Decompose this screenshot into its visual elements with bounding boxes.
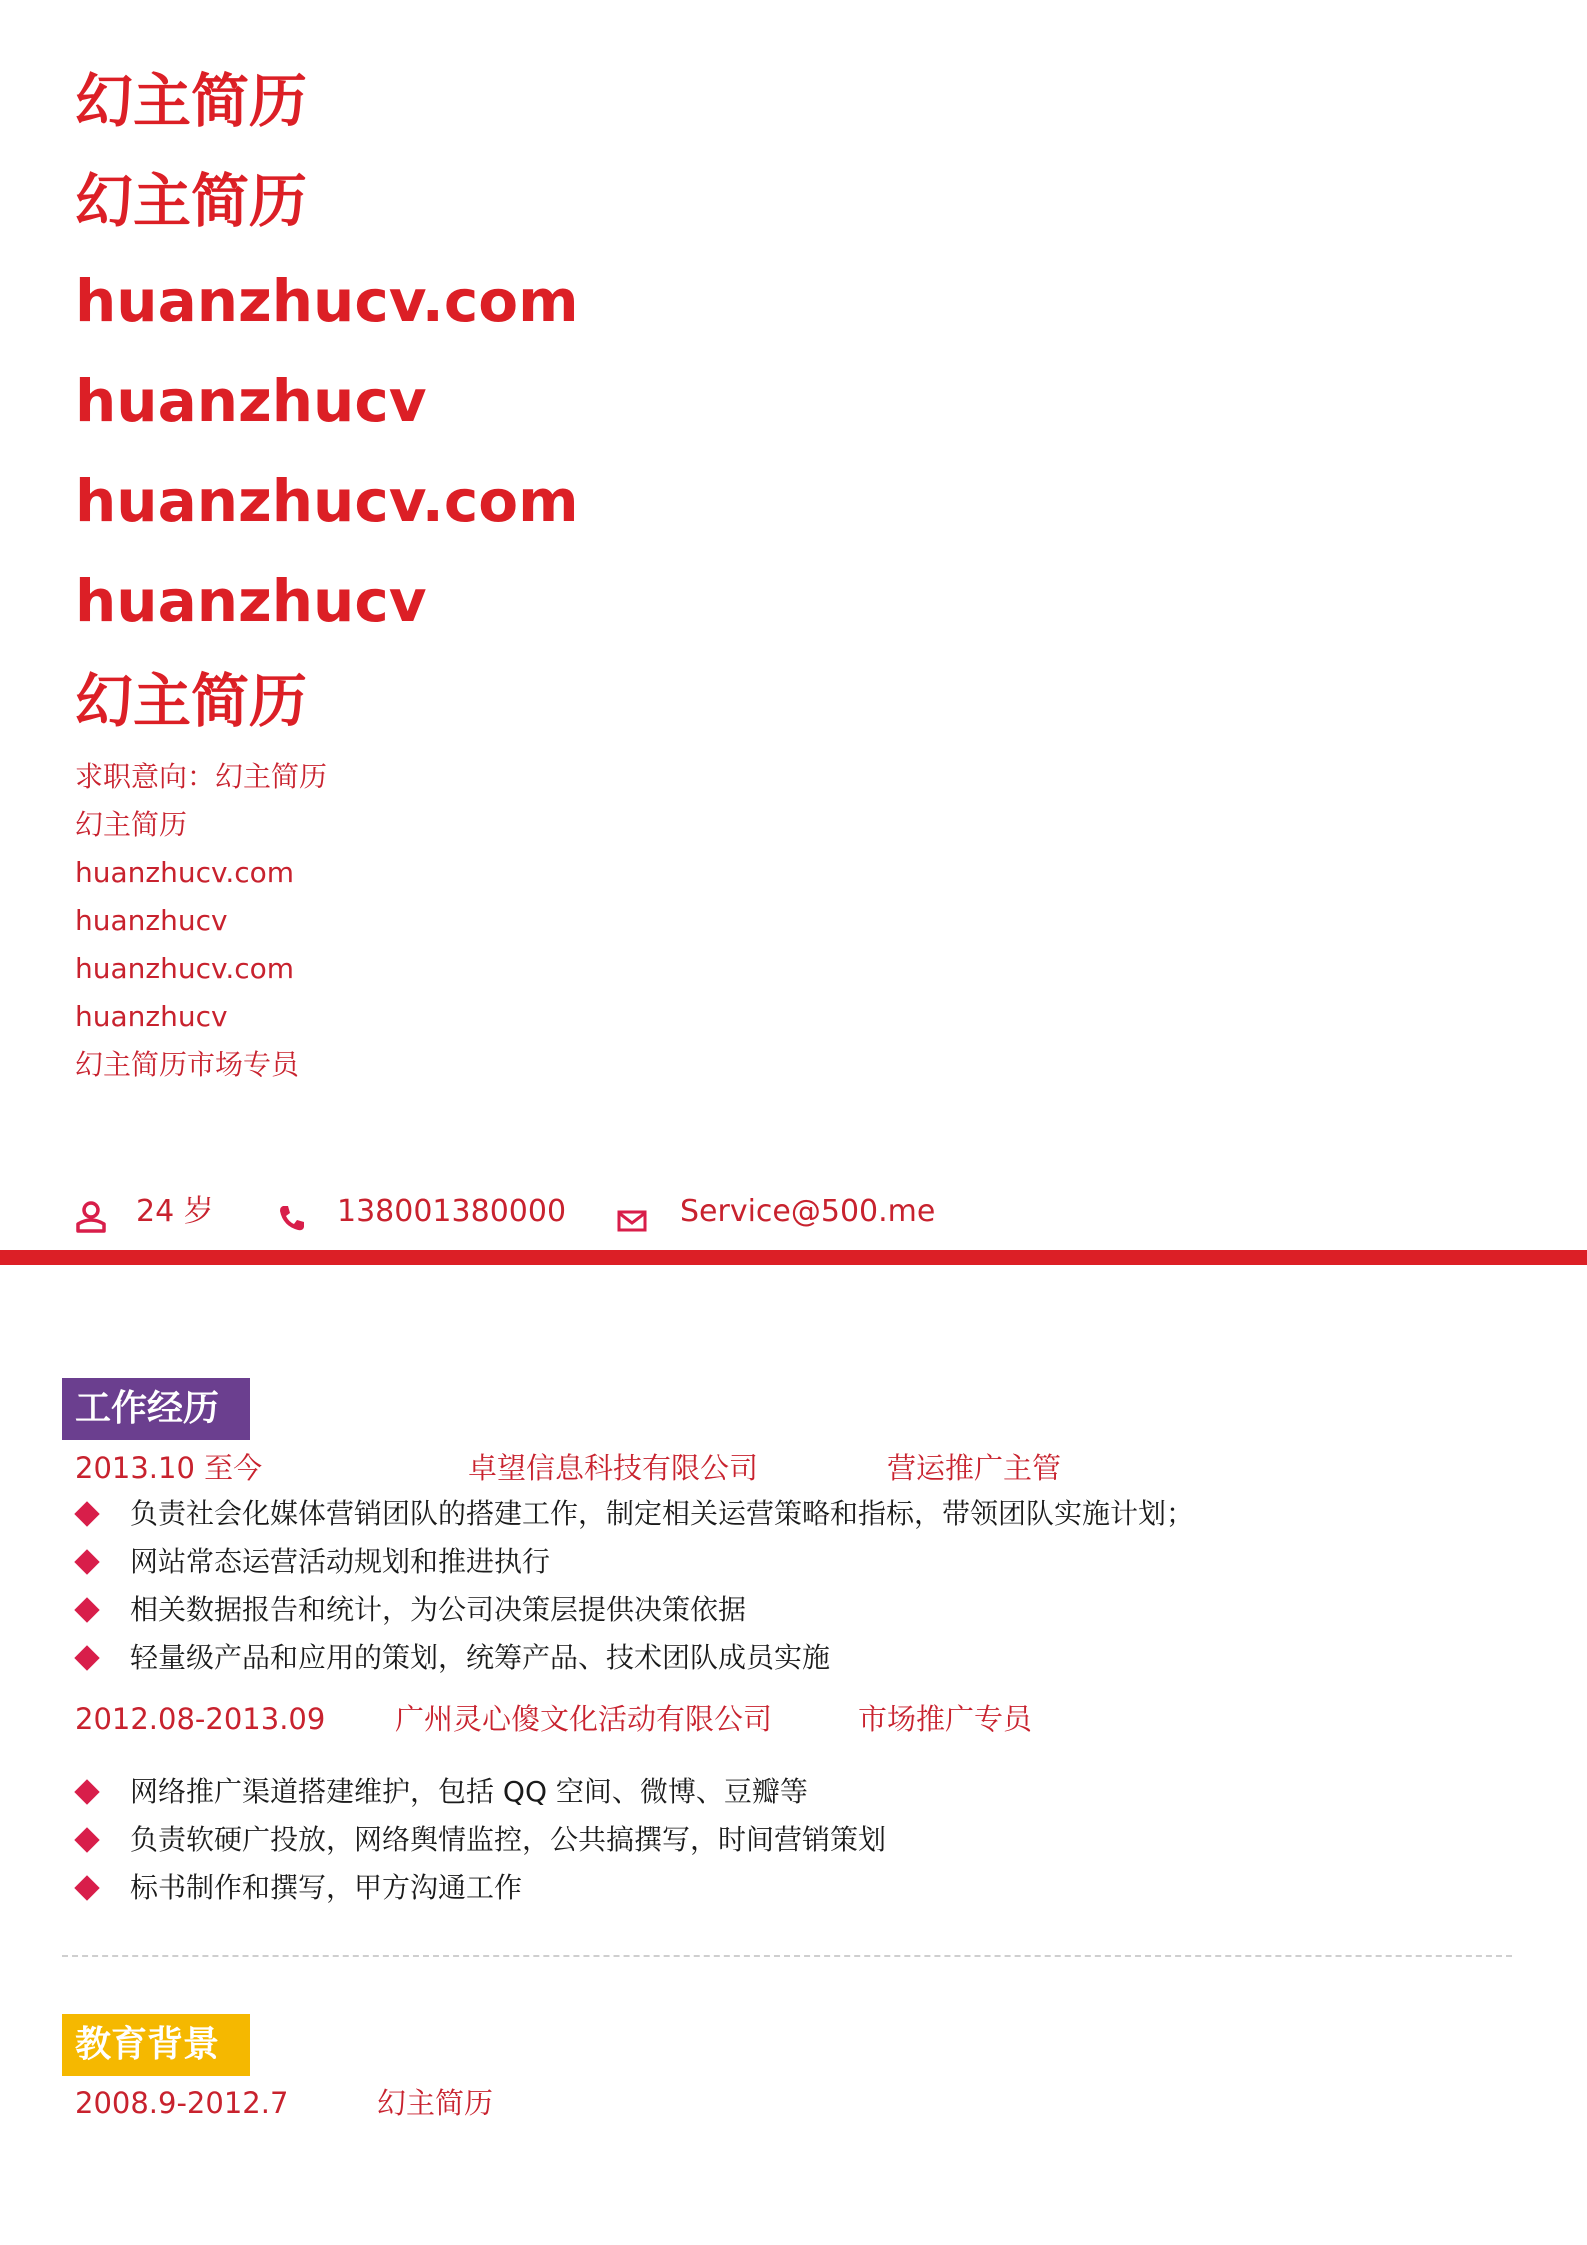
job-2-duty-2: 负责软硬广投放，网络舆情监控，公共搞撰写，时间营销策划 [130, 1823, 887, 1856]
header-big-line-4: huanzhucv [75, 367, 427, 435]
header-small-line-4: huanzhucv [75, 904, 228, 937]
header-divider-bar [0, 1250, 1587, 1265]
job-1-duty-4: 轻量级产品和应用的策划，统筹产品、技术团队成员实施 [130, 1641, 831, 1674]
mail-icon [617, 1209, 647, 1233]
age-value: 24 岁 [136, 1194, 214, 1229]
header-big-line-5: huanzhucv.com [75, 467, 579, 535]
job-intention: 求职意向：幻主简历 [75, 760, 328, 793]
education-period: 2008.9-2012.7 [75, 2086, 289, 2120]
bullet-icon [74, 1645, 99, 1670]
bullet-icon [74, 1875, 99, 1900]
phone-value: 138001380000 [337, 1194, 567, 1229]
job-1-position: 营运推广主管 [887, 1451, 1062, 1485]
education-section-title: 教育背景 [62, 2014, 250, 2076]
person-icon [75, 1200, 107, 1234]
header-big-line-2: 幻主简历 [75, 167, 308, 235]
education-school: 幻主简历 [377, 2086, 494, 2120]
header-big-line-1: 幻主简历 [75, 67, 308, 135]
header-small-line-2: 幻主简历 [75, 808, 188, 841]
bullet-icon [74, 1597, 99, 1622]
email-value: Service@500.me [680, 1194, 936, 1229]
work-section-title: 工作经历 [62, 1378, 250, 1440]
job-1-period: 2013.10 至今 [75, 1451, 263, 1485]
header-big-line-7: 幻主简历 [75, 667, 308, 735]
bullet-icon [74, 1779, 99, 1804]
bullet-icon [74, 1827, 99, 1852]
phone-icon [277, 1203, 307, 1233]
job-2-company: 广州灵心傻文化活动有限公司 [395, 1702, 773, 1736]
job-2-period: 2012.08-2013.09 [75, 1702, 326, 1736]
job-1-duty-1: 负责社会化媒体营销团队的搭建工作，制定相关运营策略和指标，带领团队实施计划； [130, 1497, 1195, 1530]
job-1-duty-2: 网站常态运营活动规划和推进执行 [130, 1545, 551, 1578]
section-divider [62, 1955, 1512, 1957]
job-2-duty-1: 网络推广渠道搭建维护，包括 QQ 空间、微博、豆瓣等 [130, 1775, 808, 1808]
bullet-icon [74, 1549, 99, 1574]
header-big-line-6: huanzhucv [75, 567, 427, 635]
header-small-line-3: huanzhucv.com [75, 856, 295, 889]
job-2-position: 市场推广专员 [858, 1702, 1033, 1736]
header-small-line-6: huanzhucv [75, 1000, 228, 1033]
bullet-icon [74, 1501, 99, 1526]
header-small-line-5: huanzhucv.com [75, 952, 295, 985]
job-1-duty-3: 相关数据报告和统计，为公司决策层提供决策依据 [130, 1593, 747, 1626]
job-1-company: 卓望信息科技有限公司 [468, 1451, 759, 1485]
header-big-line-3: huanzhucv.com [75, 267, 579, 335]
header-small-line-7: 幻主简历市场专员 [75, 1048, 300, 1081]
job-2-duty-3: 标书制作和撰写，甲方沟通工作 [130, 1871, 523, 1904]
